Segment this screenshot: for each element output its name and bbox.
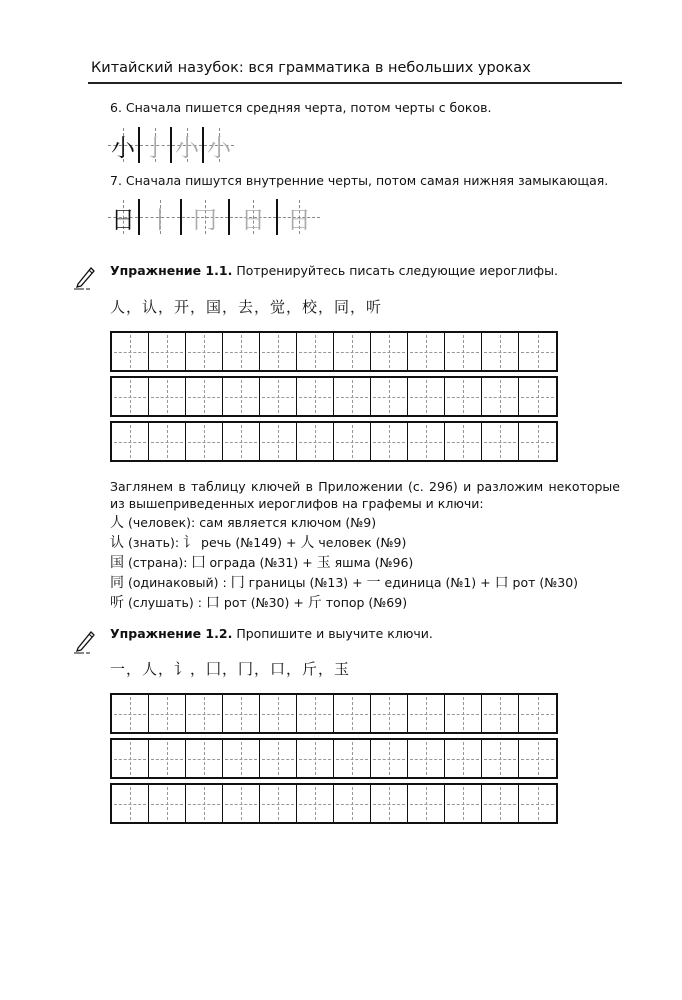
stroke-glyph: 日 (241, 205, 265, 234)
practice-cell (519, 378, 556, 415)
practice-cell (186, 423, 223, 460)
intro-paragraph: Заглянем в таблицу ключей в Приложении (с. 296) и разложим некоторые из вышеприведенных иероглифов на графемы и ключи: (110, 479, 620, 511)
practice-cell (149, 333, 186, 370)
practice-cell (260, 333, 297, 370)
stroke-cell (230, 200, 276, 234)
key-hanzi: 一 (366, 575, 381, 591)
key-text: человек (№9) (314, 535, 407, 550)
key-text: яшма (№96) (330, 555, 414, 570)
practice-cell (260, 423, 297, 460)
practice-cell (223, 423, 260, 460)
practice-cell (186, 378, 223, 415)
practice-grid-1 (110, 331, 558, 462)
practice-cell (445, 378, 482, 415)
rule-7-stroke-row (108, 199, 320, 235)
practice-cell (482, 378, 519, 415)
stroke-glyph: 丨 (148, 205, 172, 234)
practice-cell (223, 378, 260, 415)
practice-cell (371, 695, 408, 732)
practice-cell (519, 785, 556, 822)
key-text: (человек): сам является ключом (№9) (124, 515, 377, 530)
stroke-cell (140, 200, 180, 234)
practice-cell (112, 378, 149, 415)
practice-grid-2 (110, 693, 558, 824)
stroke-glyph: 日 (287, 205, 311, 234)
practice-cell (519, 333, 556, 370)
key-text: границы (№13) + (244, 575, 367, 590)
stroke-glyph: 小 (175, 133, 199, 162)
practice-cell (149, 378, 186, 415)
exercise-label: Упражнение 1.2. (110, 626, 233, 641)
practice-cell (408, 785, 445, 822)
practice-cell (223, 695, 260, 732)
practice-cell (186, 695, 223, 732)
stroke-cell (108, 128, 138, 162)
practice-cell (297, 785, 334, 822)
practice-cell (112, 785, 149, 822)
rule-6-stroke-row (108, 127, 234, 163)
key-hanzi: 讠 (183, 535, 198, 551)
stroke-cell (140, 128, 170, 162)
key-hanzi: 口 (494, 575, 509, 591)
practice-cell (112, 695, 149, 732)
stroke-cell (204, 128, 234, 162)
stroke-glyph: 小 (207, 133, 231, 162)
practice-cell (408, 423, 445, 460)
practice-cell (371, 740, 408, 777)
practice-cell (112, 740, 149, 777)
page-header-title: Китайский назубок: вся грамматика в небольших уроках (91, 60, 531, 76)
key-hanzi: 斤 (307, 595, 322, 611)
stroke-glyph: 小 (111, 133, 135, 162)
practice-cell (186, 333, 223, 370)
key-text: (страна): (124, 555, 192, 570)
stroke-cell (278, 200, 320, 234)
practice-grid-row (110, 783, 558, 824)
pencil-icon (72, 628, 98, 654)
practice-cell (334, 695, 371, 732)
key-text: (знать): (124, 535, 184, 550)
key-line (110, 593, 578, 613)
practice-cell (371, 423, 408, 460)
practice-cell (519, 423, 556, 460)
key-text: рот (№30) (508, 575, 579, 590)
practice-cell (371, 333, 408, 370)
practice-cell (482, 695, 519, 732)
practice-cell (223, 740, 260, 777)
practice-grid-row (110, 693, 558, 734)
key-text: топор (№69) (321, 595, 408, 610)
stroke-glyph: 日 (111, 205, 135, 234)
practice-cell (482, 785, 519, 822)
key-hanzi: 人 (110, 515, 124, 531)
key-hanzi: 认 (110, 535, 124, 551)
practice-cell (149, 740, 186, 777)
exercise-task: Потренируйтесь писать следующие иероглифы. (236, 263, 558, 278)
practice-cell (334, 785, 371, 822)
practice-cell (408, 333, 445, 370)
key-hanzi: 玉 (316, 555, 331, 571)
rule-6-text: 6. Сначала пишется средняя черта, потом черты с боков. (110, 100, 492, 115)
practice-cell (519, 695, 556, 732)
key-text: рот (№30) + (219, 595, 308, 610)
practice-cell (297, 695, 334, 732)
practice-cell (482, 333, 519, 370)
practice-cell (186, 785, 223, 822)
practice-grid-row (110, 738, 558, 779)
practice-cell (260, 740, 297, 777)
practice-cell (334, 378, 371, 415)
exercise-1-1-characters: 人，认，开，国，去，觉，校，同，听 (110, 298, 383, 316)
practice-cell (149, 695, 186, 732)
practice-cell (334, 333, 371, 370)
practice-cell (297, 740, 334, 777)
key-hanzi: 囗 (191, 555, 206, 571)
key-line (110, 513, 578, 533)
practice-cell (260, 785, 297, 822)
practice-cell (297, 423, 334, 460)
practice-cell (408, 740, 445, 777)
exercise-1-1-heading (110, 263, 558, 278)
practice-cell (112, 423, 149, 460)
practice-cell (297, 378, 334, 415)
exercise-task: Пропишите и выучите ключи. (236, 626, 433, 641)
key-hanzi: 人 (300, 535, 315, 551)
key-text: ограда (№31) + (205, 555, 317, 570)
key-list (110, 513, 578, 613)
exercise-label: Упражнение 1.1. (110, 263, 233, 278)
key-hanzi: 国 (110, 555, 124, 571)
practice-cell (149, 785, 186, 822)
practice-cell (260, 378, 297, 415)
practice-cell (445, 740, 482, 777)
key-text: (слушать) : (124, 595, 206, 610)
key-text: речь (№149) + (197, 535, 301, 550)
practice-cell (149, 423, 186, 460)
practice-grid-row (110, 376, 558, 417)
stroke-cell (108, 200, 138, 234)
key-line (110, 533, 578, 553)
practice-cell (186, 740, 223, 777)
exercise-1-2-heading (110, 626, 433, 641)
practice-cell (223, 333, 260, 370)
pencil-icon (72, 264, 98, 290)
rule-7-text: 7. Сначала пишутся внутренние черты, потом самая нижняя замыкающая. (110, 173, 609, 188)
stroke-glyph: 冂 (193, 205, 217, 234)
key-line (110, 553, 578, 573)
practice-cell (482, 423, 519, 460)
practice-grid-row (110, 421, 558, 462)
practice-cell (260, 695, 297, 732)
practice-cell (223, 785, 260, 822)
practice-cell (445, 423, 482, 460)
exercise-1-2-characters: 一，人，讠，囗，冂，口，斤，玉 (110, 660, 351, 678)
header-divider (88, 82, 622, 84)
key-hanzi: 同 (110, 575, 124, 591)
key-hanzi: 冂 (230, 575, 245, 591)
key-line (110, 573, 578, 593)
practice-cell (445, 785, 482, 822)
practice-cell (408, 695, 445, 732)
practice-grid-row (110, 331, 558, 372)
practice-cell (519, 740, 556, 777)
practice-cell (445, 333, 482, 370)
key-hanzi: 口 (205, 595, 220, 611)
stroke-cell (182, 200, 228, 234)
practice-cell (334, 423, 371, 460)
practice-cell (334, 740, 371, 777)
key-text: (одинаковый) : (124, 575, 231, 590)
key-text: единица (№1) + (380, 575, 495, 590)
practice-cell (112, 333, 149, 370)
practice-cell (445, 695, 482, 732)
stroke-glyph: 亅 (143, 133, 167, 162)
practice-cell (371, 785, 408, 822)
key-hanzi: 听 (110, 595, 124, 611)
stroke-cell (172, 128, 202, 162)
practice-cell (297, 333, 334, 370)
practice-cell (482, 740, 519, 777)
practice-cell (408, 378, 445, 415)
practice-cell (371, 378, 408, 415)
